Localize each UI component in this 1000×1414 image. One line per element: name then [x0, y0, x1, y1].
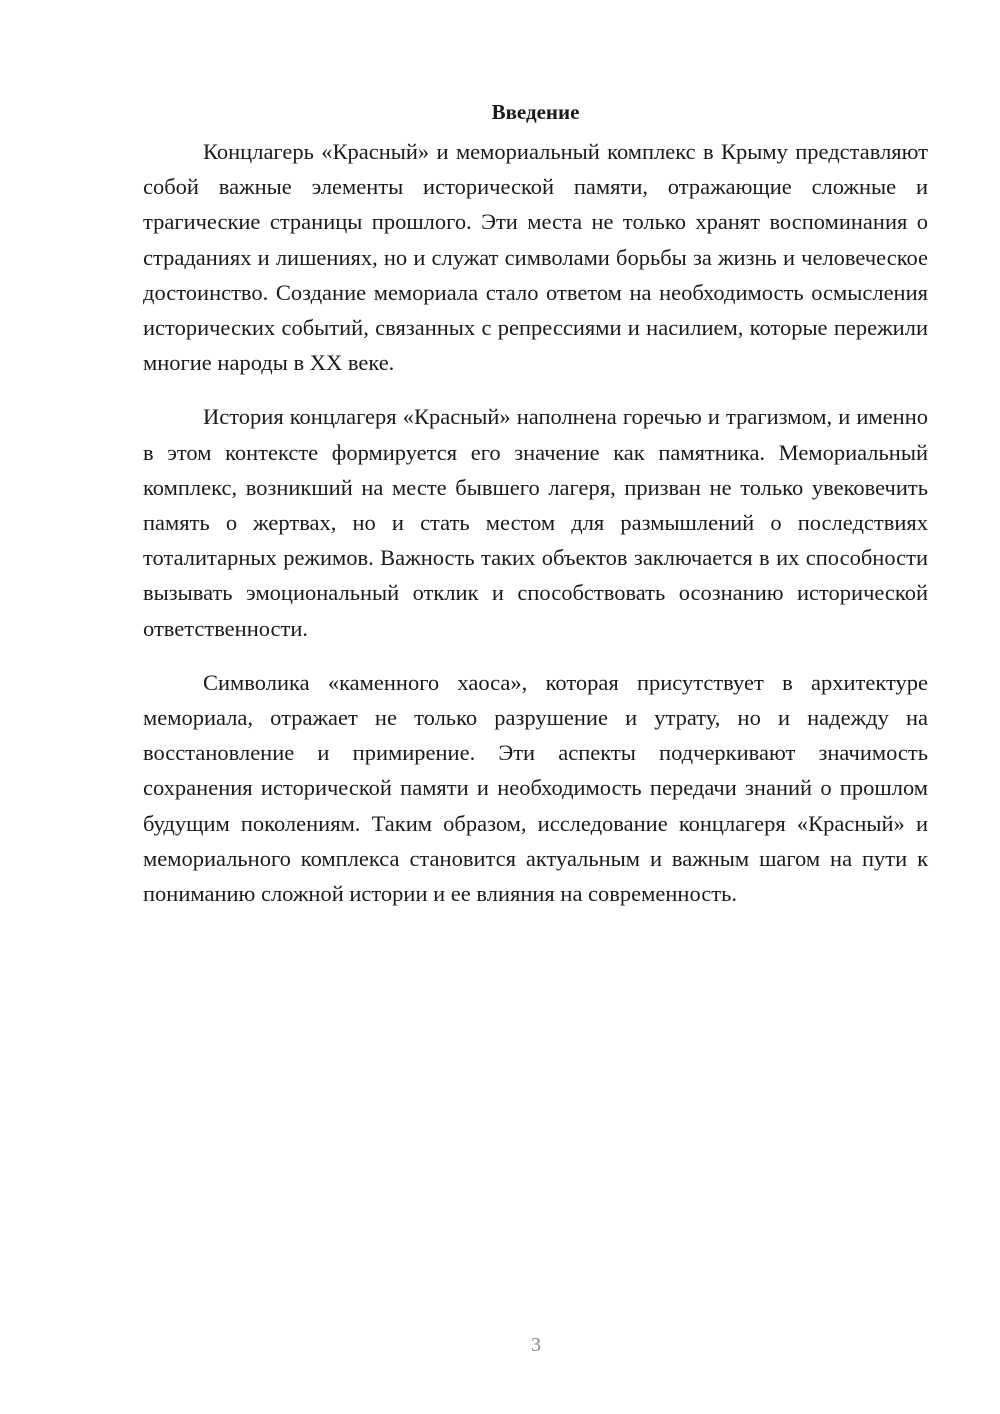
page-number: 3	[531, 1334, 541, 1356]
section-title: Введение	[491, 100, 580, 124]
paragraph-2: История концлагеря «Красный» наполнена горечью и трагизмом, и именно в этом контексте формируется его значение как памятника. Мемориальный комплекс, возникший на месте бывшего лагеря, призван не только увековечить память о жертвах, но и стать местом для размышлений о последствиях тоталитарных режимов. Важность таких объектов заключается в их способности вызывать эмоциональный отклик и способствовать осознанию исторической ответственности.	[143, 404, 928, 641]
paragraph-3: Символика «каменного хаоса», которая присутствует в архитектуре мемориала, отражает не только разрушение и утрату, но и надежду на восстановление и примирение. Эти аспекты подчеркивают значимость сохранения исторической памяти и необходимость передачи знаний о прошлом будущим поколениям. Таким образом, исследование концлагеря «Красный» и мемориального комплекса становится актуальным и важным шагом на пути к пониманию сложной истории и ее влияния на современность.	[143, 669, 928, 907]
page-content	[143, 98, 928, 930]
paragraph-1: Концлагерь «Красный» и мемориальный комплекс в Крыму представляют собой важные элементы исторической памяти, отражающие сложные и трагические страницы прошлого. Эти места не только хранят воспоминания о страданиях и лишениях, но и служат символами борьбы за жизнь и человеческое достоинство. Создание мемориала стало ответом на необходимость осмысления исторических событий, связанных с репрессиями и насилием, которые пережили многие народы в XX веке.	[143, 139, 928, 376]
